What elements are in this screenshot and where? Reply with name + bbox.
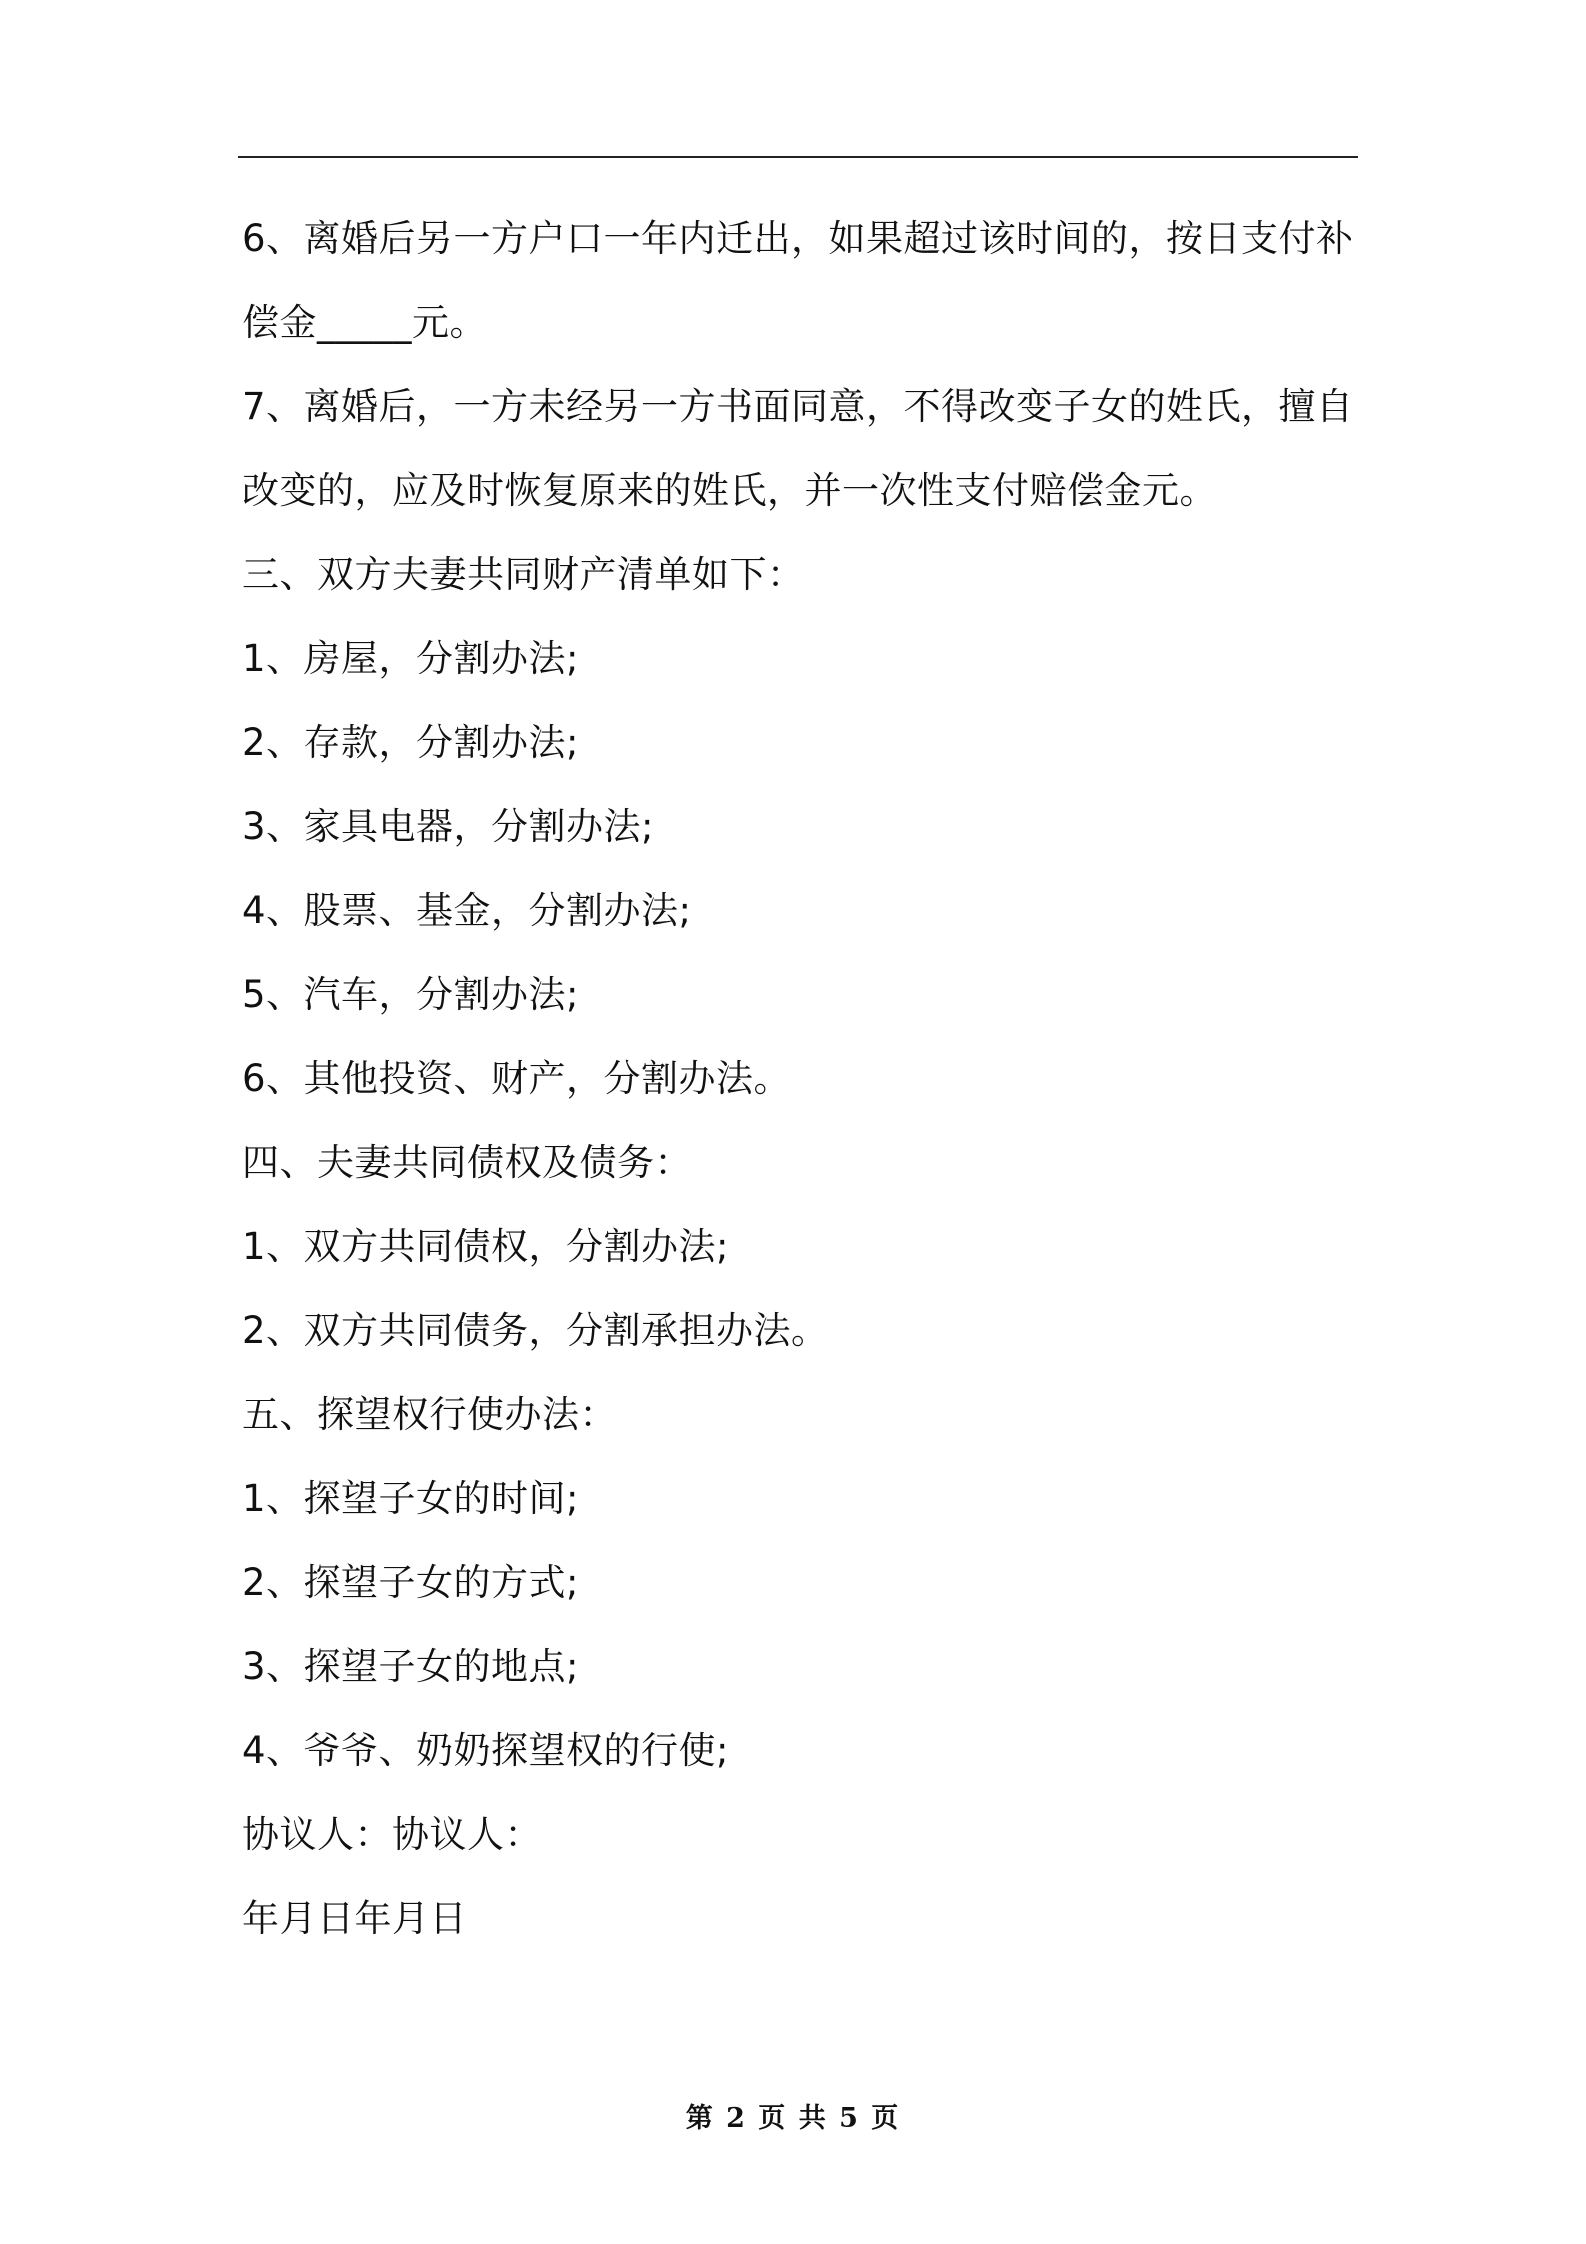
list-item: 4、爷爷、奶奶探望权的行使;	[242, 1729, 730, 1772]
list-item: 3、家具电器，分割办法;	[242, 805, 655, 848]
list-item: 1、房屋，分割办法;	[242, 637, 580, 680]
section-heading: 四、夫妻共同债权及债务：	[242, 1141, 692, 1184]
body-line: 偿金_____元。	[242, 301, 487, 344]
body-line: 6、离婚后另一方户口一年内迁出，如果超过该时间的，按日支付补	[242, 217, 1354, 260]
section-heading: 五、探望权行使办法：	[242, 1393, 617, 1436]
list-item: 2、探望子女的方式;	[242, 1561, 580, 1604]
list-item: 3、探望子女的地点;	[242, 1645, 580, 1688]
document-body	[242, 197, 1358, 1961]
list-item: 2、存款，分割办法;	[242, 721, 580, 764]
header-rule	[238, 156, 1358, 158]
section-heading: 三、双方夫妻共同财产清单如下：	[242, 553, 805, 596]
list-item: 5、汽车，分割办法;	[242, 973, 580, 1016]
page-number: 第 2 页 共 5 页	[685, 2103, 901, 2134]
body-line: 改变的，应及时恢复原来的姓氏，并一次性支付赔偿金元。	[242, 469, 1217, 512]
list-item: 1、探望子女的时间;	[242, 1477, 580, 1520]
list-item: 2、双方共同债务，分割承担办法。	[242, 1309, 829, 1352]
body-line: 7、离婚后，一方未经另一方书面同意，不得改变子女的姓氏，擅自	[242, 385, 1354, 428]
date-line: 年月日年月日	[242, 1897, 467, 1940]
list-item: 4、股票、基金，分割办法;	[242, 889, 692, 932]
list-item: 6、其他投资、财产，分割办法。	[242, 1057, 792, 1100]
signature-line: 协议人：协议人：	[242, 1813, 542, 1856]
list-item: 1、双方共同债权，分割办法;	[242, 1225, 730, 1268]
